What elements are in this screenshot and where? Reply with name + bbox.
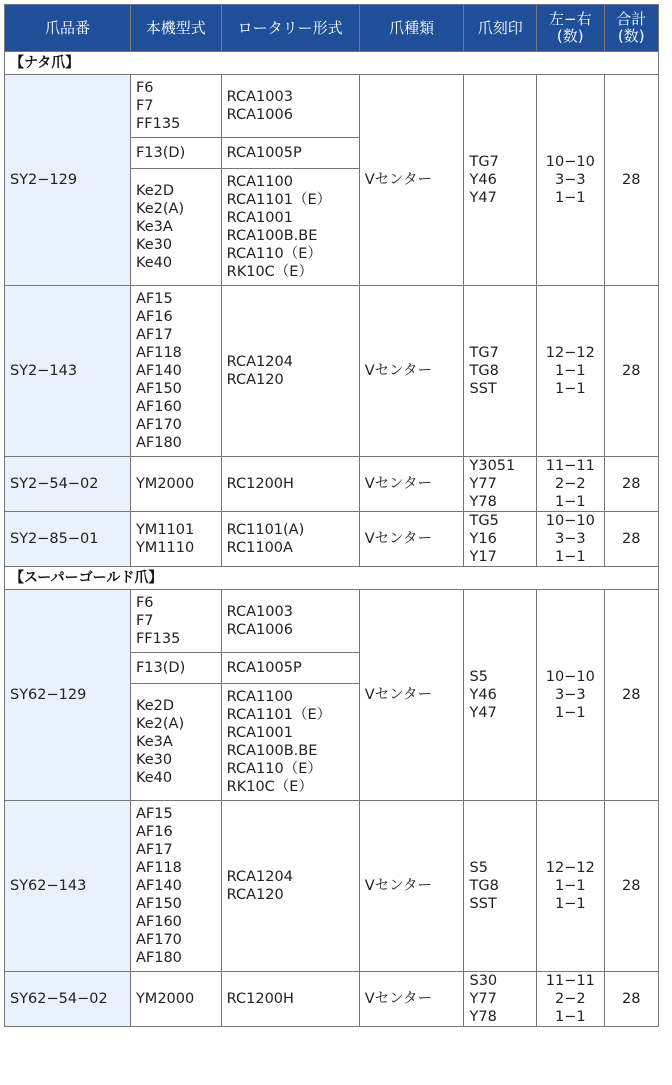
rotary-cell — [221, 169, 359, 286]
model-line: AF170 — [135, 417, 182, 433]
tine-mark-line: Y17 — [469, 549, 497, 565]
left-right-count-line: 1−1 — [554, 878, 586, 894]
section-header-row — [5, 567, 659, 590]
tine-mark-cell — [464, 286, 537, 457]
rotary-line: RK10C（E） — [226, 264, 313, 280]
model-line: F7 — [135, 98, 154, 114]
left-right-count-cell — [537, 972, 605, 1027]
rotary-line: RCA1006 — [226, 622, 293, 638]
header-part-number: 爪品番 — [5, 5, 131, 52]
model-line: Ke2D — [135, 183, 175, 199]
header-tine-mark: 爪刻印 — [464, 5, 537, 52]
table-body — [5, 52, 659, 1027]
rotary-line: RC1200H — [226, 991, 294, 1007]
tine-mark-line: Y3051 — [469, 458, 516, 474]
model-line: YM1101 — [135, 522, 195, 538]
model-cell — [130, 972, 221, 1027]
model-line: AF140 — [135, 878, 182, 894]
tine-mark-cell — [464, 590, 537, 801]
rotary-cell — [221, 590, 359, 653]
model-cell — [130, 286, 221, 457]
model-line: AF160 — [135, 914, 182, 930]
header-tine-type: 爪種類 — [359, 5, 464, 52]
rotary-line: RC1101(A) — [226, 522, 305, 538]
table-row — [5, 286, 659, 457]
left-right-count-line: 1−1 — [554, 1009, 586, 1025]
part-number-cell: SY2−85−01 — [5, 512, 131, 567]
section-header-row — [5, 52, 659, 75]
rotary-line: RC1200H — [226, 476, 294, 492]
rotary-line: RCA1005P — [226, 145, 302, 161]
model-cell — [130, 138, 221, 169]
rotary-line: RCA100B.BE — [226, 743, 318, 759]
rotary-line: RCA1001 — [226, 725, 293, 741]
model-cell — [130, 75, 221, 138]
tine-type-cell: Vセンター — [359, 972, 464, 1027]
header-left-right — [537, 5, 605, 52]
table-row — [5, 590, 659, 653]
table-row — [5, 972, 659, 1027]
part-number-cell: SY2−54−02 — [5, 457, 131, 512]
left-right-count-cell — [537, 457, 605, 512]
rotary-line: RC1100A — [226, 540, 293, 556]
rotary-line: RCA1204 — [226, 354, 293, 370]
rotary-line: RCA1001 — [226, 210, 293, 226]
table-row — [5, 457, 659, 512]
part-number-cell: SY2−143 — [5, 286, 131, 457]
left-right-count-line: 10−10 — [545, 513, 595, 529]
model-line: FF135 — [135, 116, 181, 132]
total-count-cell: 28 — [604, 801, 658, 972]
left-right-count-line: 1−1 — [554, 190, 586, 206]
left-right-count-line: 3−3 — [554, 687, 586, 703]
tine-mark-line: Y77 — [469, 991, 497, 1007]
header-row — [5, 5, 659, 52]
model-cell — [130, 457, 221, 512]
part-number-cell: SY62−129 — [5, 590, 131, 801]
model-line: Ke3A — [135, 219, 173, 235]
left-right-count-line: 11−11 — [545, 973, 595, 989]
part-number-cell: SY62−143 — [5, 801, 131, 972]
model-line: AF16 — [135, 824, 173, 840]
left-right-count-line: 10−10 — [545, 669, 595, 685]
rotary-cell — [221, 138, 359, 169]
tine-mark-cell — [464, 972, 537, 1027]
tine-mark-cell — [464, 75, 537, 286]
tine-mark-line: Y16 — [469, 531, 497, 547]
rotary-cell — [221, 653, 359, 684]
model-line: AF17 — [135, 842, 173, 858]
tine-mark-line: Y47 — [469, 190, 497, 206]
header-rotary-type: ロータリー形式 — [221, 5, 359, 52]
rotary-cell — [221, 684, 359, 801]
tine-type-cell: Vセンター — [359, 512, 464, 567]
section-title: 【スーパーゴールド爪】 — [5, 567, 659, 590]
rotary-cell — [221, 286, 359, 457]
header-left-right-line1: 左−右 — [549, 10, 592, 28]
left-right-count-line: 11−11 — [545, 458, 595, 474]
left-right-count-line: 3−3 — [554, 172, 586, 188]
left-right-count-line: 12−12 — [545, 345, 595, 361]
model-line: AF15 — [135, 806, 173, 822]
header-model: 本機型式 — [130, 5, 221, 52]
model-line: AF160 — [135, 399, 182, 415]
tine-mark-line: S30 — [469, 973, 498, 989]
rotary-line: RCA1100 — [226, 174, 293, 190]
left-right-count-line: 1−1 — [554, 363, 586, 379]
tine-mark-line: Y78 — [469, 1009, 497, 1025]
total-count-cell: 28 — [604, 75, 658, 286]
rotary-line: RK10C（E） — [226, 779, 313, 795]
left-right-count-line: 1−1 — [554, 896, 586, 912]
table-row — [5, 512, 659, 567]
tine-type-cell: Vセンター — [359, 590, 464, 801]
model-line: AF118 — [135, 860, 182, 876]
table-row — [5, 75, 659, 138]
model-line: Ke30 — [135, 237, 173, 253]
tine-type-cell: Vセンター — [359, 457, 464, 512]
model-line: YM2000 — [135, 991, 195, 1007]
model-cell — [130, 512, 221, 567]
table-row — [5, 801, 659, 972]
model-cell — [130, 590, 221, 653]
rotary-line: RCA1003 — [226, 89, 293, 105]
rotary-line: RCA110（E） — [226, 246, 322, 262]
left-right-count-line: 3−3 — [554, 531, 586, 547]
model-line: F6 — [135, 80, 154, 96]
model-line: Ke30 — [135, 752, 173, 768]
rotary-line: RCA120 — [226, 372, 284, 388]
model-line: F6 — [135, 595, 154, 611]
model-line: Ke3A — [135, 734, 173, 750]
rotary-line: RCA1003 — [226, 604, 293, 620]
rotary-line: RCA100B.BE — [226, 228, 318, 244]
tine-mark-cell — [464, 512, 537, 567]
part-number-cell: SY2−129 — [5, 75, 131, 286]
rotary-cell — [221, 972, 359, 1027]
tine-mark-line: Y46 — [469, 172, 497, 188]
tine-type-cell: Vセンター — [359, 75, 464, 286]
model-line: AF17 — [135, 327, 173, 343]
tine-mark-line: SST — [469, 896, 497, 912]
left-right-count-line: 1−1 — [554, 494, 586, 510]
header-total — [604, 5, 658, 52]
left-right-count-line: 2−2 — [554, 476, 586, 492]
model-line: YM1110 — [135, 540, 195, 556]
model-cell — [130, 684, 221, 801]
tine-mark-line: Y47 — [469, 705, 497, 721]
left-right-count-cell — [537, 512, 605, 567]
tine-mark-line: Y77 — [469, 476, 497, 492]
header-left-right-line2: (数) — [556, 27, 584, 45]
model-line: AF140 — [135, 363, 182, 379]
tine-mark-line: SST — [469, 381, 497, 397]
rotary-line: RCA1101（E） — [226, 707, 332, 723]
part-number-cell: SY62−54−02 — [5, 972, 131, 1027]
rotary-cell — [221, 801, 359, 972]
rotary-line: RCA110（E） — [226, 761, 322, 777]
left-right-count-cell — [537, 75, 605, 286]
rotary-line: RCA1101（E） — [226, 192, 332, 208]
tine-mark-line: TG8 — [469, 363, 499, 379]
left-right-count-line: 10−10 — [545, 154, 595, 170]
model-line: AF118 — [135, 345, 182, 361]
model-line: F13(D) — [135, 145, 186, 161]
model-line: AF15 — [135, 291, 173, 307]
model-line: AF150 — [135, 381, 182, 397]
rotary-line: RCA120 — [226, 887, 284, 903]
section-title: 【ナタ爪】 — [5, 52, 659, 75]
tine-mark-line: Y46 — [469, 687, 497, 703]
model-line: AF150 — [135, 896, 182, 912]
left-right-count-line: 1−1 — [554, 705, 586, 721]
spec-table-wrapper — [4, 4, 659, 1027]
tine-mark-line: TG7 — [469, 345, 499, 361]
left-right-count-cell — [537, 801, 605, 972]
header-total-line1: 合計 — [616, 10, 647, 28]
model-cell — [130, 653, 221, 684]
model-line: AF170 — [135, 932, 182, 948]
header-total-line2: (数) — [617, 27, 645, 45]
model-line: Ke2(A) — [135, 201, 185, 217]
rotary-line: RCA1100 — [226, 689, 293, 705]
left-right-count-line: 12−12 — [545, 860, 595, 876]
left-right-count-cell — [537, 590, 605, 801]
model-line: Ke2(A) — [135, 716, 185, 732]
model-line: AF180 — [135, 435, 182, 451]
total-count-cell: 28 — [604, 590, 658, 801]
rotary-cell — [221, 512, 359, 567]
tine-type-cell: Vセンター — [359, 801, 464, 972]
tine-mark-line: TG7 — [469, 154, 499, 170]
model-cell — [130, 169, 221, 286]
model-cell — [130, 801, 221, 972]
total-count-cell: 28 — [604, 457, 658, 512]
tine-mark-line: Y78 — [469, 494, 497, 510]
rotary-cell — [221, 457, 359, 512]
model-line: AF180 — [135, 950, 182, 966]
tine-mark-cell — [464, 801, 537, 972]
model-line: YM2000 — [135, 476, 195, 492]
tine-mark-line: S5 — [469, 669, 488, 685]
model-line: F13(D) — [135, 660, 186, 676]
total-count-cell: 28 — [604, 972, 658, 1027]
rotary-line: RCA1006 — [226, 107, 293, 123]
tine-mark-line: S5 — [469, 860, 488, 876]
rotary-cell — [221, 75, 359, 138]
tine-type-cell: Vセンター — [359, 286, 464, 457]
rotary-line: RCA1204 — [226, 869, 293, 885]
tine-spec-table — [4, 4, 659, 1027]
left-right-count-cell — [537, 286, 605, 457]
rotary-line: RCA1005P — [226, 660, 302, 676]
model-line: F7 — [135, 613, 154, 629]
tine-mark-line: TG8 — [469, 878, 499, 894]
tine-mark-line: TG5 — [469, 513, 499, 529]
model-line: Ke40 — [135, 255, 173, 271]
left-right-count-line: 2−2 — [554, 991, 586, 1007]
model-line: Ke2D — [135, 698, 175, 714]
tine-mark-cell — [464, 457, 537, 512]
total-count-cell: 28 — [604, 512, 658, 567]
model-line: FF135 — [135, 631, 181, 647]
model-line: Ke40 — [135, 770, 173, 786]
model-line: AF16 — [135, 309, 173, 325]
total-count-cell: 28 — [604, 286, 658, 457]
left-right-count-line: 1−1 — [554, 549, 586, 565]
left-right-count-line: 1−1 — [554, 381, 586, 397]
